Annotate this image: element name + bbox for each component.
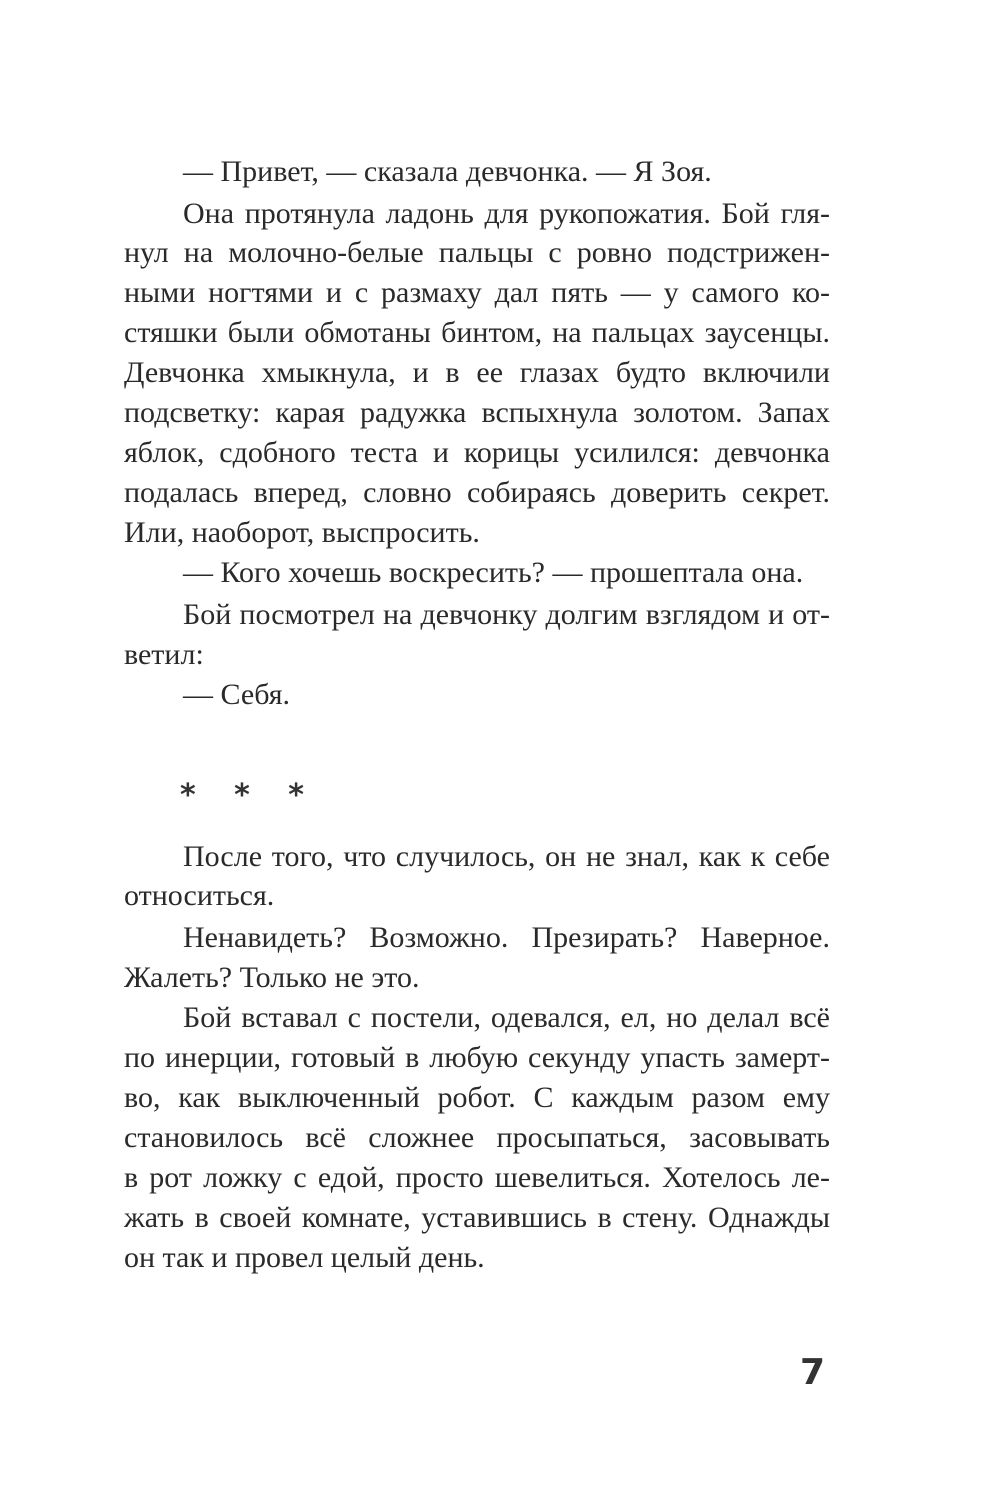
text-line: подалась вперед, словно собираясь доверить секрет. xyxy=(124,476,830,509)
text-line: — Привет, — сказала девчонка. — Я Зоя. xyxy=(183,155,712,188)
text-line: Бой вставал с постели, одевался, ел, но делал всё xyxy=(183,1001,830,1034)
text-line: После того, что случилось, он не знал, как к себе xyxy=(183,840,830,873)
text-line: во, как выключенный робот. С каждым разом ему xyxy=(124,1081,830,1114)
text-line: в рот ложку с едой, просто шевелиться. Хотелось ле- xyxy=(124,1161,830,1194)
text-line: относиться. xyxy=(124,879,275,912)
text-line: становилось всё сложнее просыпаться, засовывать xyxy=(124,1121,830,1154)
text-line: Жалеть? Только не это. xyxy=(124,961,420,994)
text-line: — Себя. xyxy=(183,678,291,711)
text-line: Девчонка хмыкнула, и в ее глазах будто включили xyxy=(124,356,830,389)
text-line: ными ногтями и с размаху дал пять — у самого ко- xyxy=(124,276,830,309)
text-line: стяшки были обмотаны бинтом, на пальцах заусенцы. xyxy=(124,316,830,349)
text-line: подсветку: карая радужка вспыхнула золотом. Запах xyxy=(124,396,830,429)
text-line: жать в своей комнате, уставившись в стену. Однажды xyxy=(124,1201,830,1234)
text-line: ветил: xyxy=(124,638,204,671)
text-line: Ненавидеть? Возможно. Презирать? Наверное. xyxy=(183,921,830,954)
text-line: Она протянула ладонь для рукопожатия. Бой гля- xyxy=(183,197,830,230)
text-line: Или, наоборот, выспросить. xyxy=(124,516,480,549)
text-line: Бой посмотрел на девчонку долгим взглядом и от- xyxy=(183,598,830,631)
text-line: по инерции, готовый в любую секунду упасть замерт- xyxy=(124,1041,830,1074)
text-line: нул на молочно-белые пальцы с ровно подстрижен- xyxy=(124,236,830,269)
section-separator: * * * xyxy=(180,778,318,813)
text-line: — Кого хочешь воскресить? — прошептала она. xyxy=(183,556,804,589)
text-line: он так и провел целый день. xyxy=(124,1241,485,1274)
page-number: 7 xyxy=(799,1352,825,1393)
text-line: яблок, сдобного теста и корицы усилился: девчонка xyxy=(124,436,830,469)
